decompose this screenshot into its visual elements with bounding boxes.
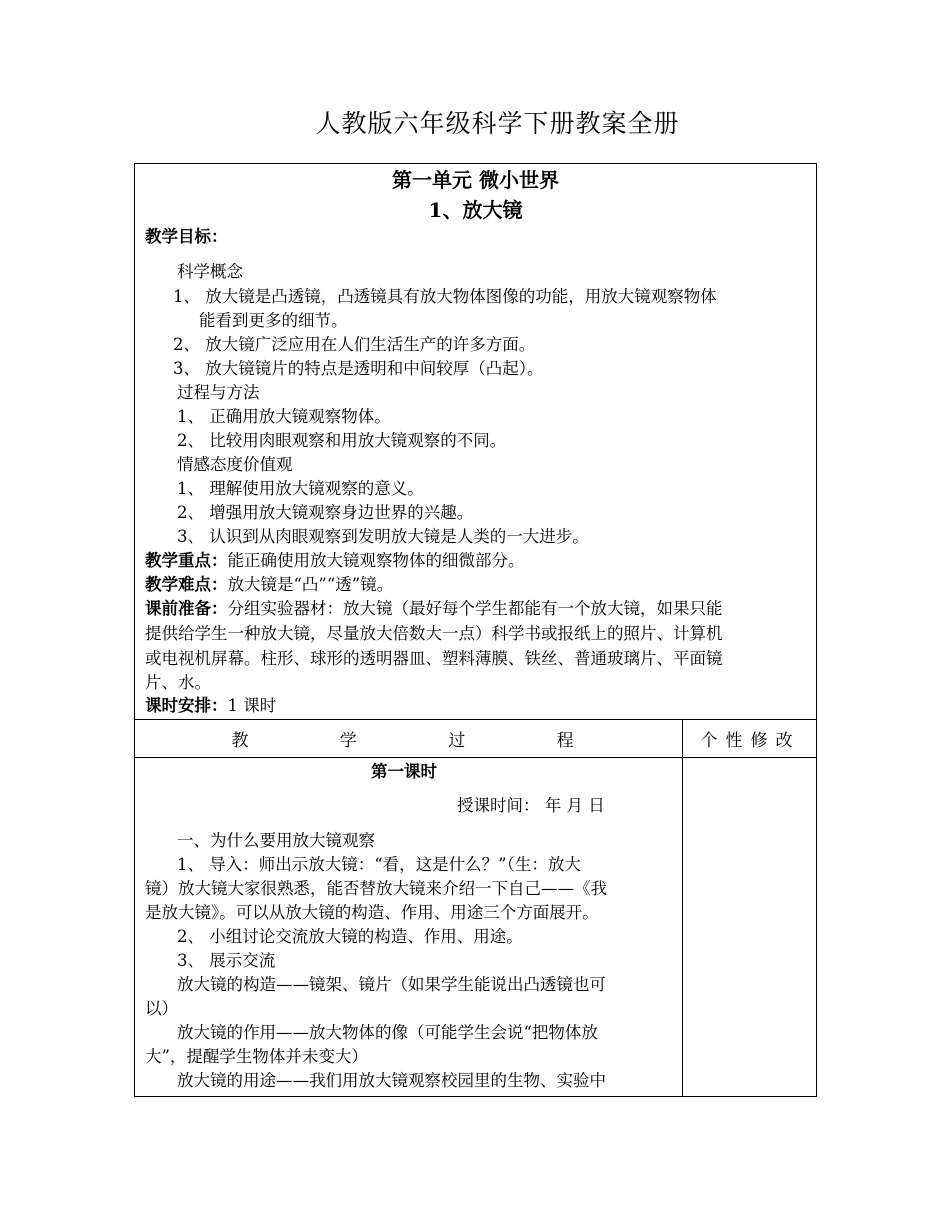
- prep-line-3: 或电视机屏幕。柱形、球形的透明器皿、塑料薄膜、铁丝、普通玻璃片、平面镜: [145, 649, 723, 668]
- lesson-line-3: 镜）放大镜大家很熟悉，能否替放大镜来介绍一下自己——《我: [145, 879, 607, 898]
- column-divider: [682, 719, 683, 1096]
- lesson-line-10: 大”，提醒学生物体并未变大）: [145, 1047, 368, 1066]
- emotion-item-2: 2、 增强用放大镜观察身边世界的兴趣。: [177, 503, 474, 522]
- concept-item-1-cont: 能看到更多的细节。: [199, 311, 348, 330]
- lesson-line-1: 一、为什么要用放大镜观察: [177, 831, 375, 850]
- column-header-process: 教 学 过 程: [231, 731, 586, 751]
- lesson-line-2: 1、 导入：师出示放大镜：“看，这是什么？”（生：放大: [177, 855, 581, 874]
- difficulty: [145, 574, 393, 596]
- concept-item-1: 1、 放大镜是凸透镜，凸透镜具有放大物体图像的功能，用放大镜观察物体: [173, 287, 717, 306]
- emotion-item-1: 1、 理解使用放大镜观察的意义。: [177, 479, 424, 498]
- emotion-title: 情感态度价值观: [177, 455, 293, 474]
- emotion-item-3: 3、 认识到从肉眼观察到发明放大镜是人类的一大进步。: [177, 527, 589, 546]
- key-point: [145, 550, 525, 572]
- prep-line-4: 片、水。: [145, 673, 211, 692]
- lesson-one-title: 第一课时: [371, 762, 437, 781]
- key-point-label: 教学重点：: [145, 551, 228, 570]
- process-item-2: 2、 比较用肉眼观察和用放大镜观察的不同。: [177, 431, 507, 450]
- table-divider-header: [135, 757, 816, 758]
- process-item-1: 1、 正确用放大镜观察物体。: [177, 407, 391, 426]
- concept-item-2: 2、 放大镜广泛应用在人们生活生产的许多方面。: [173, 335, 536, 354]
- objectives-label: 教学目标：: [145, 227, 228, 246]
- lesson-line-6: 3、 展示交流: [177, 951, 276, 970]
- process-title: 过程与方法: [177, 383, 260, 402]
- concept-item-3: 3、 放大镜镜片的特点是透明和中间较厚（凸起）。: [173, 359, 544, 378]
- lesson-line-8: 以）: [145, 999, 178, 1018]
- schedule-label: 课时安排：: [145, 696, 228, 715]
- lesson-plan-table: [134, 163, 817, 1097]
- column-header-revise: 个性修改: [700, 731, 801, 751]
- lesson-line-11: 放大镜的用途——我们用放大镜观察校园里的生物、实验中: [177, 1071, 606, 1090]
- lesson-title: 1、放大镜: [428, 198, 523, 222]
- lesson-line-9: 放大镜的作用——放大物体的像（可能学生会说“把物体放: [177, 1023, 598, 1042]
- lesson-line-5: 2、 小组讨论交流放大镜的构造、作用、用途。: [177, 927, 523, 946]
- lesson-line-4: 是放大镜》。可以从放大镜的构造、作用、用途三个方面展开。: [145, 903, 599, 922]
- difficulty-text: 放大镜是“凸”“透”镜。: [227, 575, 394, 594]
- prep: [145, 598, 723, 620]
- schedule-text: 1 课时: [227, 696, 277, 715]
- prep-line-1: 分组实验器材：放大镜（最好每个学生都能有一个放大镜，如果只能: [227, 599, 723, 618]
- schedule: [145, 695, 276, 717]
- lesson-time: 授课时间： 年 月 日: [457, 796, 605, 815]
- prep-line-2: 提供给学生一种放大镜，尽量放大倍数大一点）科学书或报纸上的照片、计算机: [145, 624, 723, 643]
- document-title: 人教版六年级科学下册教案全册: [315, 109, 680, 138]
- lesson-line-7: 放大镜的构造——镜架、镜片（如果学生能说出凸透镜也可: [177, 975, 606, 994]
- key-point-text: 能正确使用放大镜观察物体的细微部分。: [227, 551, 525, 570]
- unit-title: 第一单元 微小世界: [392, 168, 559, 192]
- prep-label: 课前准备：: [145, 599, 228, 618]
- difficulty-label: 教学难点：: [145, 575, 228, 594]
- table-divider-top: [135, 719, 816, 720]
- concept-title: 科学概念: [177, 262, 243, 281]
